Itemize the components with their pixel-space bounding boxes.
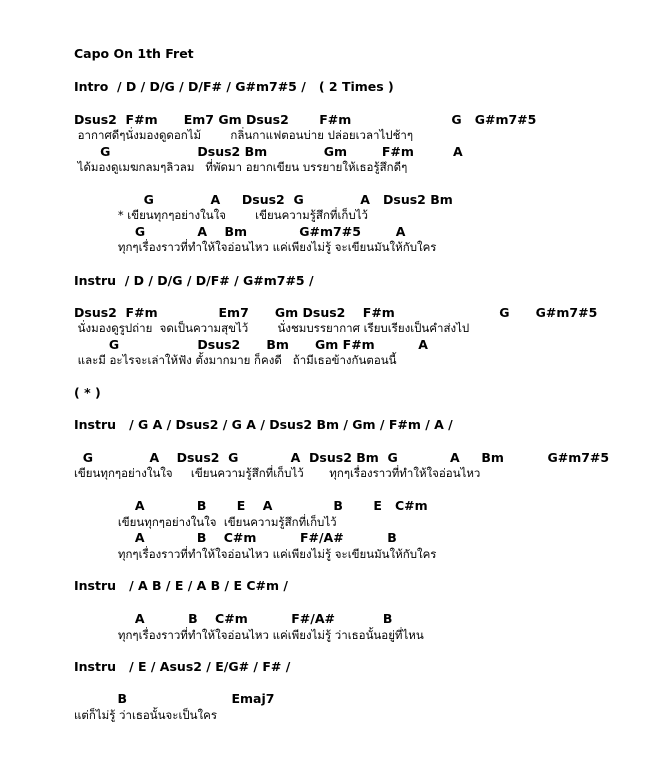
instru-line: Instru / D / D/G / D/F# / G#m7#5 /	[74, 273, 314, 288]
lyric-line: ทุกๆเรื่องราวที่ทำให้ใจอ่อนไหว แค่เพียงไม่รู้ จะเขียนมันให้กับใคร	[74, 547, 437, 561]
chord-line: B Emaj7	[74, 691, 275, 706]
chord-line: G A Dsus2 G A Dsus2 Bm G A Bm G#m7#5	[74, 450, 610, 465]
lyric-line: นั่งมองดูรูปถ่าย จดเป็นความสุขไว้ นั่งชมบรรยากาศ เรียบเรียงเป็นคำส่งไป	[74, 321, 470, 335]
lyric-line: ทุกๆเรื่องราวที่ทำให้ใจอ่อนไหว แค่เพียงไม่รู้ ว่าเธอนั้นอยู่ที่ไหน	[74, 628, 424, 642]
chord-line: G Dsus2 Bm Gm F#m A	[74, 337, 428, 352]
lyric-line: เขียนทุกๆอย่างในใจ เขียนความรู้สึกที่เก็บไว้	[74, 515, 337, 529]
repeat-marker: ( * )	[74, 385, 101, 400]
instru-line: Instru / A B / E / A B / E C#m /	[74, 578, 288, 593]
chord-line: G Dsus2 Bm Gm F#m A	[74, 144, 463, 159]
lyric-line: แต่ก็ไม่รู้ ว่าเธอนั้นจะเป็นใคร	[74, 708, 218, 722]
chord-line: A B E A B E C#m	[74, 498, 428, 513]
chord-line: A B C#m F#/A# B	[74, 611, 393, 626]
intro-line: Intro / D / D/G / D/F# / G#m7#5 / ( 2 Times )	[74, 79, 394, 94]
lyric-line: อากาศดีๆนั่งมองดูดอกไม้ กลิ่นกาแฟตอนบ่าย ปล่อยเวลาไปช้าๆ	[74, 128, 414, 142]
chord-line: G A Dsus2 G A Dsus2 Bm	[74, 192, 453, 207]
chord-line: A B C#m F#/A# B	[74, 530, 397, 545]
chord-line: Dsus2 F#m Em7 Gm Dsus2 F#m G G#m7#5	[74, 305, 598, 320]
lyric-line: ได้มองดูเมฆกลมๆลิวลม ที่พัดมา อยากเขียน บรรยายให้เธอรู้สึกดีๆ	[74, 160, 408, 174]
lyric-line: ทุกๆเรื่องราวที่ทำให้ใจอ่อนไหว แค่เพียงไม่รู้ จะเขียนมันให้กับใคร	[74, 240, 437, 254]
chord-line: Dsus2 F#m Em7 Gm Dsus2 F#m G G#m7#5	[74, 112, 537, 127]
chord-line: G A Bm G#m7#5 A	[74, 224, 406, 239]
capo-header: Capo On 1th Fret	[74, 46, 194, 61]
instru-line: Instru / G A / Dsus2 / G A / Dsus2 Bm / Gm / F#m / A /	[74, 417, 453, 432]
instru-line: Instru / E / Asus2 / E/G# / F# /	[74, 659, 291, 674]
lyric-line: * เขียนทุกๆอย่างในใจ เขียนความรู้สึกที่เก็บไว้	[74, 208, 368, 222]
lyric-line: เขียนทุกๆอย่างในใจ เขียนความรู้สึกที่เก็บไว้ ทุกๆเรื่องราวที่ทำให้ใจอ่อนไหว	[74, 466, 481, 480]
lyric-line: และมี อะไรจะเล่าให้ฟัง ตั้งมากมาย ก็คงดี ถ้ามีเธอข้างกันตอนนี้	[74, 353, 397, 367]
